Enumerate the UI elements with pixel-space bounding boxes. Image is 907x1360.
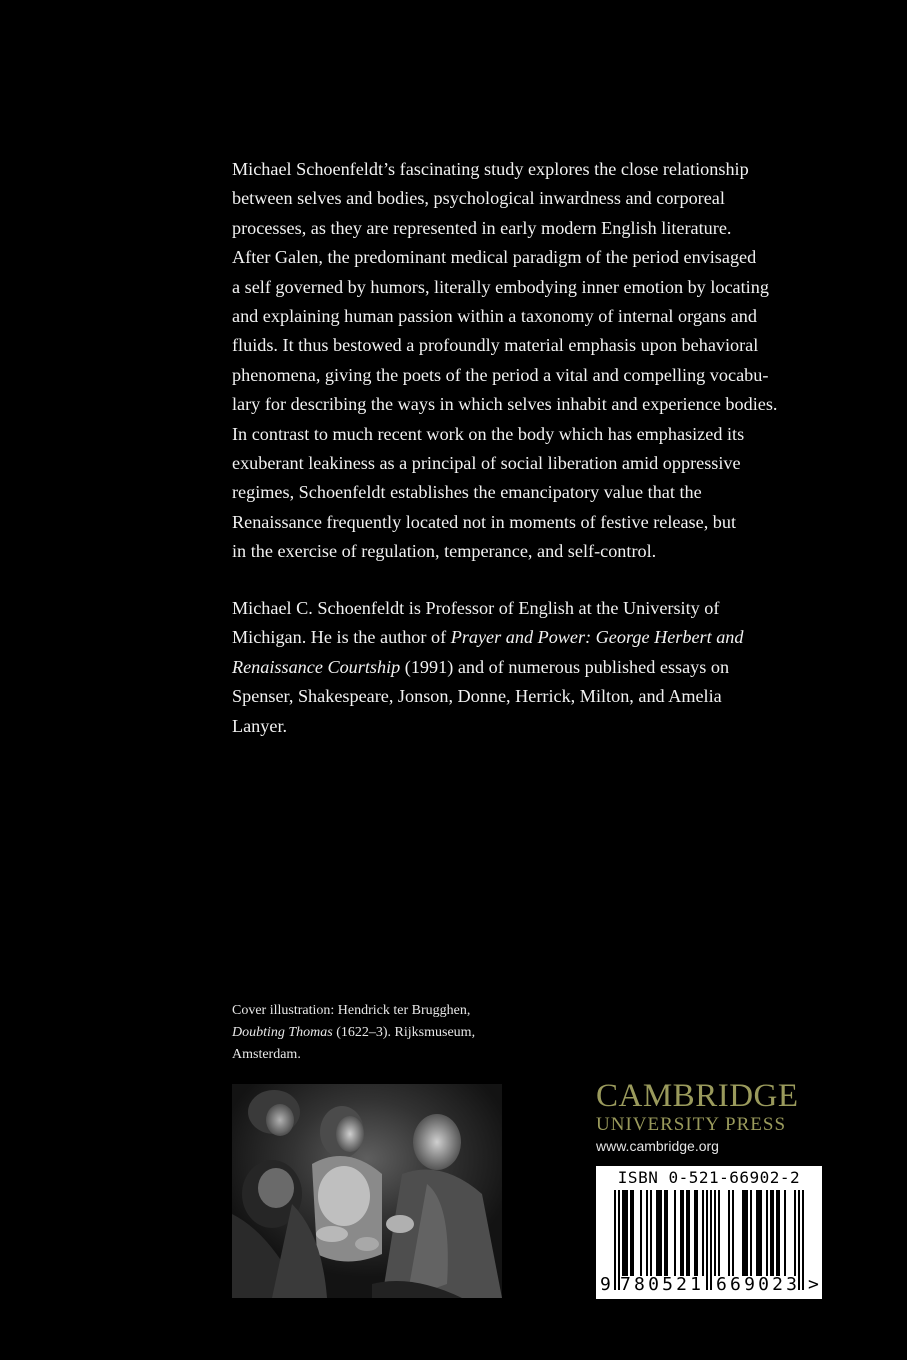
blurb-line: lary for describing the ways in which selves inhabit and experience bodies.: [232, 394, 778, 415]
publisher-name: CAMBRIDGE: [596, 1078, 799, 1114]
blurb-line: Michael Schoenfeldt’s fascinating study explores the close relationship: [232, 159, 749, 179]
barcode-bar: [630, 1190, 632, 1276]
barcode-bar: [694, 1190, 696, 1276]
barcode-bar: [714, 1190, 716, 1276]
barcode-bar: [772, 1190, 774, 1276]
barcode-bar: [776, 1190, 778, 1276]
barcode-bar: [664, 1190, 666, 1276]
bio-line: Spenser, Shakespeare, Jonson, Donne, Herrick, Milton, and Amelia: [232, 686, 722, 707]
blurb-line: and explaining human passion within a taxonomy of internal organs and: [232, 306, 757, 327]
barcode-bar: [742, 1190, 744, 1276]
barcode-bar: [744, 1190, 746, 1276]
barcode-bar: [626, 1190, 628, 1276]
barcode-bar: [758, 1190, 760, 1276]
isbn-label: ISBN 0-521-66902-2: [617, 1168, 801, 1187]
barcode-bar: [784, 1190, 786, 1276]
publisher-url: www.cambridge.org: [596, 1138, 719, 1154]
painting-title: Doubting Thomas: [232, 1025, 333, 1040]
barcode-bar: [622, 1190, 624, 1276]
blurb-line: exuberant leakiness as a principal of social liberation amid oppressive: [232, 453, 741, 474]
barcode-bar: [660, 1190, 662, 1276]
barcode-bar: [750, 1190, 752, 1276]
barcode-bar: [702, 1190, 704, 1276]
barcode-bar: [650, 1190, 652, 1276]
barcode-bar: [710, 1190, 712, 1290]
ean-right-group: 669023: [716, 1274, 801, 1295]
barcode-bar: [706, 1190, 708, 1290]
bio-line: Lanyer.: [232, 715, 288, 736]
barcode-bar: [646, 1190, 648, 1276]
barcode-bar: [688, 1190, 690, 1276]
bio-line: [232, 623, 792, 652]
barcode-bar: [794, 1190, 796, 1276]
blurb-line: processes, as they are represented in early modern English literature.: [232, 217, 732, 238]
blurb-line: in the exercise of regulation, temperance, and self-control.: [232, 541, 657, 562]
barcode-bar: [696, 1190, 698, 1276]
isbn-barcode: [596, 1166, 822, 1299]
barcode-bar: [624, 1190, 626, 1276]
barcode-bar: [632, 1190, 634, 1276]
barcode-bar: [614, 1190, 616, 1290]
ean-end-mark: >: [808, 1274, 819, 1295]
credit-text: (1622–3). Rijksmuseum,: [332, 1025, 476, 1040]
barcode-bar: [778, 1190, 780, 1276]
credit-line: Cover illustration: Hendrick ter Brugghen,: [232, 1003, 471, 1018]
ean-first-digit: 9: [600, 1274, 611, 1295]
bio-text: Michigan. He is the author of: [232, 627, 451, 648]
blurb-line: phenomena, giving the poets of the period a vital and compelling vocabu-: [232, 364, 769, 385]
blurb-line: In contrast to much recent work on the body which has emphasized its: [232, 423, 745, 444]
bio-line: Michael C. Schoenfeldt is Professor of English at the University of: [232, 598, 720, 618]
barcode-bar: [682, 1190, 684, 1276]
blurb-line: a self governed by humors, literally embodying inner emotion by locating: [232, 276, 769, 297]
blurb-line: fluids. It thus bestowed a profoundly material emphasis upon behavioral: [232, 335, 759, 356]
book-blurb: [232, 155, 832, 567]
barcode-bar: [656, 1190, 658, 1276]
painting-image: [232, 1084, 502, 1298]
author-bio: [232, 594, 792, 741]
publisher-logo: [596, 1078, 826, 1156]
barcode-bar: [760, 1190, 762, 1276]
publisher-subtitle: UNIVERSITY PRESS: [596, 1114, 787, 1135]
book-title-italic: Prayer and Power: George Herbert and: [450, 627, 744, 648]
barcode-bar: [666, 1190, 668, 1276]
blurb-line: regimes, Schoenfeldt establishes the emancipatory value that the: [232, 482, 702, 503]
blurb-line: between selves and bodies, psychological inwardness and corporeal: [232, 188, 725, 209]
barcode-bar: [802, 1190, 804, 1290]
barcode-bar: [746, 1190, 748, 1276]
barcode-bar: [680, 1190, 682, 1276]
barcode-bar: [686, 1190, 688, 1276]
barcode-bar: [718, 1190, 720, 1276]
barcode-bar: [728, 1190, 730, 1276]
cover-illustration-thumbnail: [232, 1084, 502, 1298]
ean-left-group: 780521: [620, 1274, 705, 1295]
book-title-italic: Renaissance Courtship: [232, 656, 401, 677]
credit-line: [232, 1022, 532, 1044]
bio-line: [232, 653, 792, 682]
blurb-line: Renaissance frequently located not in moments of festive release, but: [232, 511, 737, 532]
barcode-bar: [658, 1190, 660, 1276]
bio-text: (1991) and of numerous published essays on: [400, 656, 730, 677]
barcode-bar: [640, 1190, 642, 1276]
barcode-bar: [732, 1190, 734, 1276]
credit-line: Amsterdam.: [232, 1047, 301, 1062]
barcode-bar: [756, 1190, 758, 1276]
barcode-bar: [770, 1190, 772, 1276]
cover-credit: [232, 1000, 532, 1066]
blurb-line: After Galen, the predominant medical paradigm of the period envisaged: [232, 247, 757, 268]
barcode-bar: [766, 1190, 768, 1276]
barcode-bar: [674, 1190, 676, 1276]
